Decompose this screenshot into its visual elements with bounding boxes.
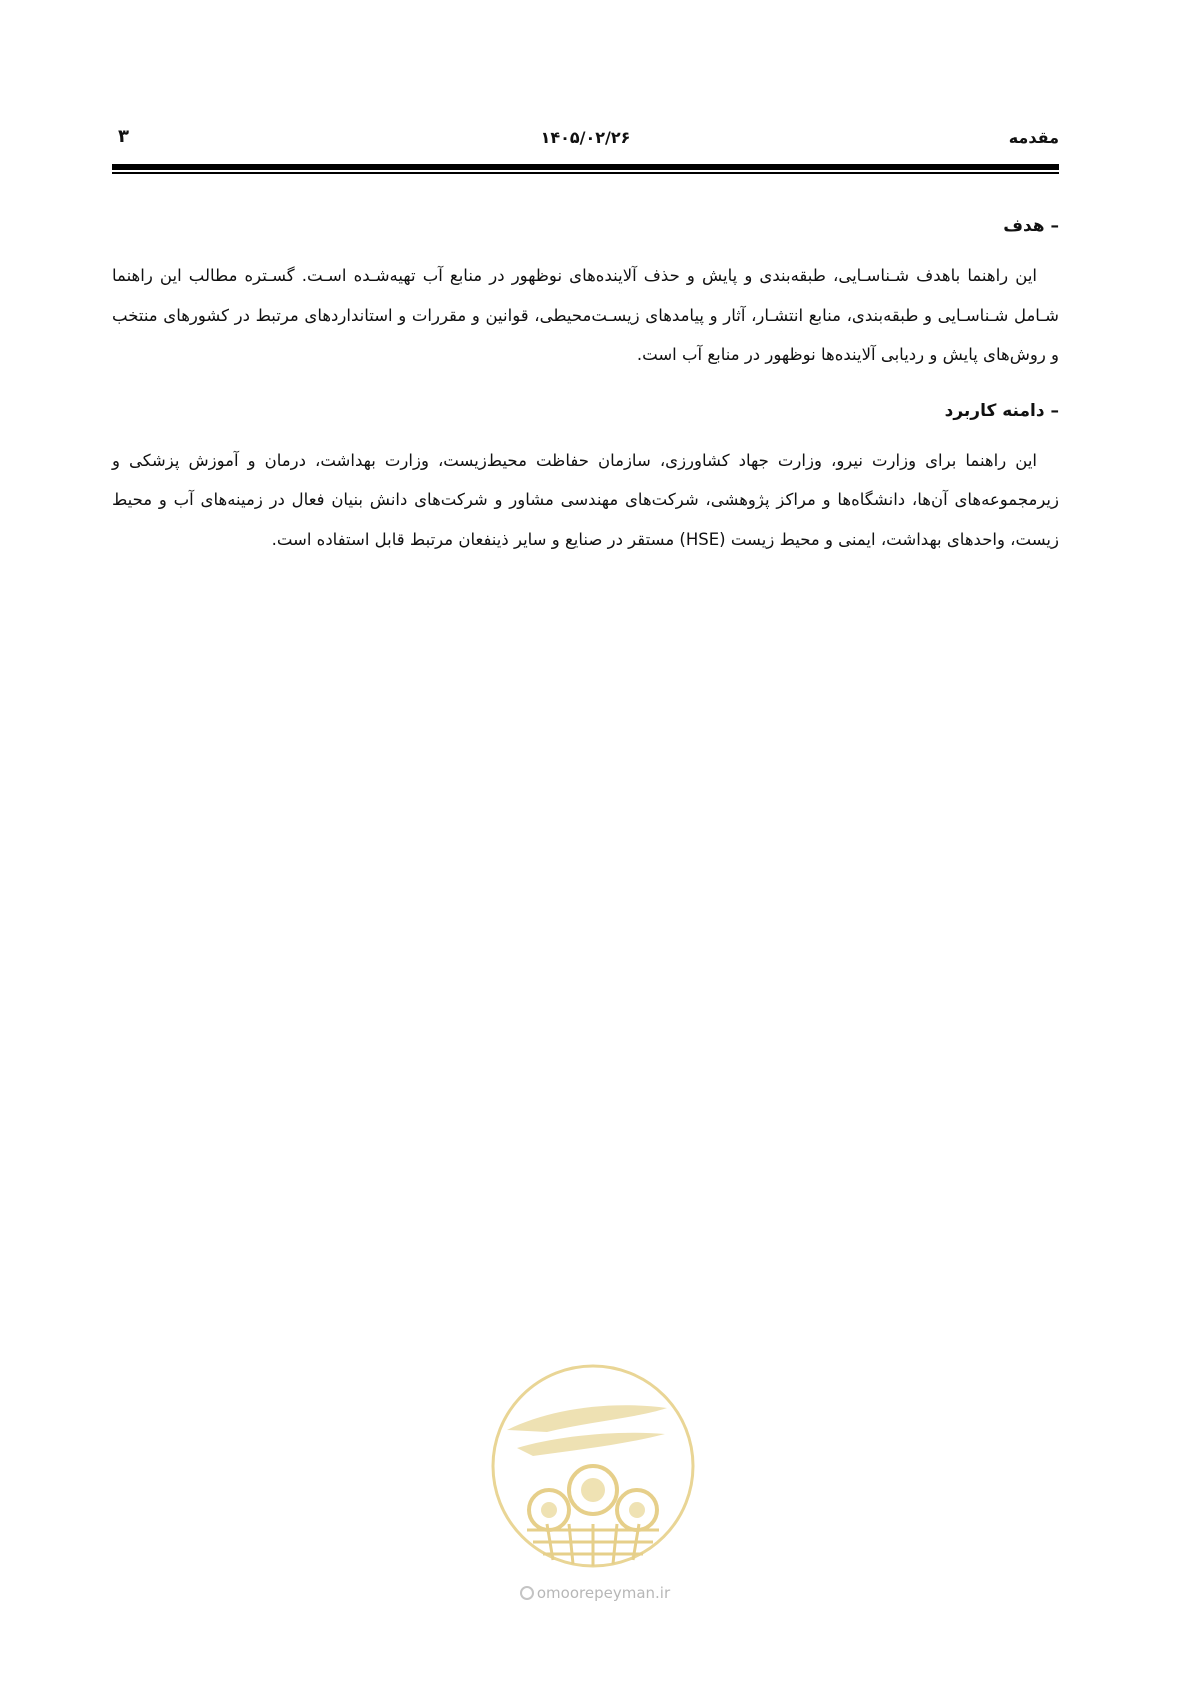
header-rule-thin [112, 172, 1059, 174]
section-paragraph-scope: این راهنما برای وزارت نیرو، وزارت جهاد کشاورزی، سازمان حفاظت محیط‌زیست، وزارت بهداشت، درمان و آموزش پزشکی و زیرمجموعه‌های آن‌ها، دانشگاه‌ها و مراکز پژوهشی، شرکت‌های مهندسی مشاور و شرکت‌های دانش بنیان فعال در زمینه‌های آب و محیط زیست، واحدهای بهداشت، ایمنی و محیط زیست (HSE) مستقر در صنایع و سایر ذینفعان مرتبط قابل استفاده است. [112, 450, 1059, 549]
page-header [112, 128, 1059, 156]
section-heading-goal: – هدف [1003, 216, 1059, 236]
page-content [112, 208, 1059, 559]
instagram-icon [520, 1586, 534, 1600]
header-rule-thick [112, 164, 1059, 170]
watermark-url [490, 1584, 700, 1602]
section-heading-scope: – دامنه کاربرد [944, 400, 1059, 421]
section-paragraph-goal: این راهنما باهدف شـناسـایی، طبقه‌بندی و پایش و حذف آلاینده‌های نوظهور در منابع آب تهیه‌شـده اسـت. گسـتره مطالب این راهنما شـامل شـناسـایی و طبقه‌بندی، منابع انتشـار، آثار و پیامدهای زیسـت‌محیطی، قوانین و مقررات و استانداردهای مرتبط در کشورهای منتخب و روش‌های پایش و ردیابی آلاینده‌ها نوظهور در منابع آب است. [112, 266, 1059, 364]
header-title: مقدمه [1008, 128, 1059, 147]
watermark-logo [487, 1360, 699, 1572]
header-date: ۱۴۰۵/۰۲/۲۶ [540, 128, 631, 147]
page-number: ۳ [118, 126, 129, 147]
watermark-url-text: omoorepeyman.ir [536, 1584, 671, 1602]
